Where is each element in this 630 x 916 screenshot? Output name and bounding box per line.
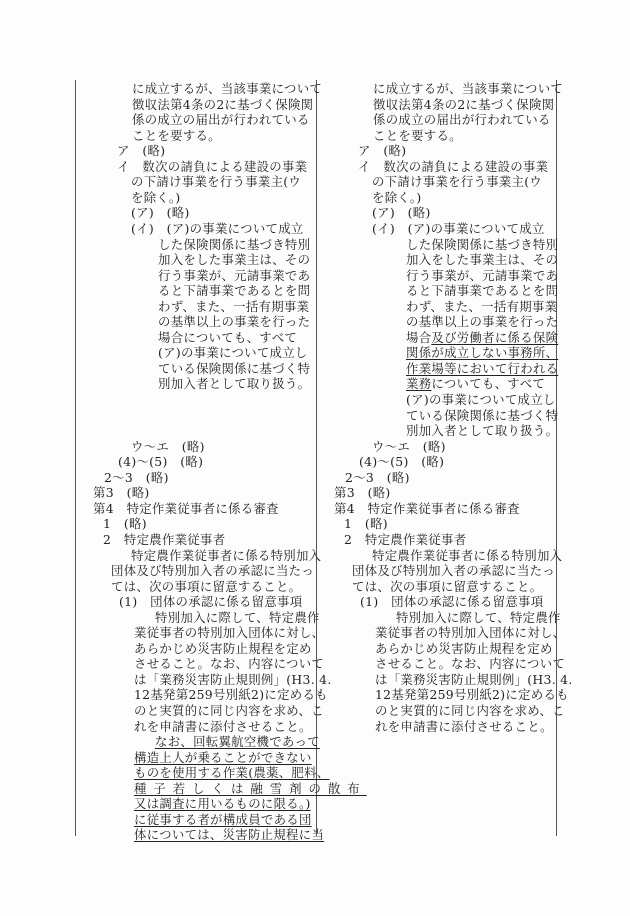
- text-line: [406, 423, 558, 438]
- text-segment: を除く。): [131, 189, 181, 205]
- text-line: [358, 159, 548, 174]
- text-segment: 第4 特定作業従事者に係る審査: [93, 500, 279, 516]
- text-line: [373, 128, 462, 143]
- text-segment: 第3 (略): [334, 485, 391, 501]
- text-segment: 徴収法第4条の2に基づく保険関: [132, 96, 314, 112]
- text-segment: (ア) (略): [372, 205, 431, 221]
- text-segment: の下請け事業を行う事業主(ウ: [372, 174, 543, 190]
- text-segment: した保険関係に基づき特別: [406, 236, 559, 252]
- text-segment: ことを要する。: [373, 127, 462, 143]
- text-segment: (1) 団体の承認に係る留意事項: [119, 594, 303, 610]
- text-segment: 2 特定農作業従事者: [344, 531, 467, 547]
- text-segment: あらかじめ災害防止規程を定め: [375, 640, 553, 656]
- text-segment: は「業務災害防止規則例」(H3. 4.: [134, 671, 332, 687]
- text-segment: ものを使用する作業(農薬、肥料、: [134, 765, 330, 781]
- text-segment: 2～3 (略): [104, 469, 169, 485]
- text-segment: させること。なお、内容について: [375, 656, 566, 672]
- text-segment: 2 特定農作業従事者: [103, 531, 226, 547]
- text-line: [344, 532, 466, 547]
- text-segment: 第3 (略): [93, 485, 150, 501]
- text-segment: 第4 特定作業従事者に係る審査: [334, 500, 520, 516]
- text-line: [375, 656, 565, 671]
- text-segment: についても、すべて: [431, 376, 546, 392]
- text-segment: 特定農作業従事者に係る特別加入: [131, 547, 322, 563]
- text-segment: ている保険関係に基づく特: [158, 360, 311, 376]
- text-segment: 又は調査に用いるものに限る。): [134, 796, 311, 812]
- text-line: [372, 205, 431, 220]
- text-segment: ると下請事業であるとを問: [406, 283, 559, 299]
- text-segment: ウ～エ (略): [372, 438, 446, 454]
- text-line: [372, 174, 542, 189]
- text-segment: 12基発第259号別紙2)に定めるも: [375, 687, 569, 703]
- text-segment: 特別加入に際して、特定農作: [155, 609, 320, 625]
- text-segment: 団体及び特別加入者の承認に当たっ: [111, 563, 315, 579]
- text-line: [373, 112, 551, 127]
- text-segment: 構造上人が乗ることができない: [134, 749, 312, 765]
- text-line: [406, 330, 558, 345]
- text-segment: ている保険関係に基づく特: [406, 407, 559, 423]
- text-segment: 場合: [406, 329, 432, 345]
- text-segment: ては、次の事項に留意すること。: [352, 578, 543, 594]
- text-segment: (ア)の事業について成立し: [158, 345, 308, 361]
- text-segment: 行う事業が、元請事業であ: [158, 267, 311, 283]
- text-segment: 12基発第259号別紙2)に定めるも: [134, 687, 328, 703]
- text-segment: のと実質的に同じ内容を求め、こ: [134, 703, 324, 718]
- text-segment: に成立するが、当該事業について: [132, 81, 323, 96]
- text-segment: 団体及び特別加入者の承認に当たっ: [352, 563, 556, 579]
- text-segment: なお、回転翼航空機であって: [155, 734, 320, 750]
- text-line: [352, 579, 542, 594]
- text-segment: に従事する者が構成員である団: [134, 811, 312, 827]
- text-segment: させること。なお、内容について: [134, 656, 325, 672]
- text-segment: 係の成立の届出が行われている: [373, 112, 551, 128]
- text-line: [373, 81, 563, 96]
- text-segment: 種子若しくは融雪剤の散布: [134, 780, 367, 796]
- text-segment: 特別加入に際して、特定農作: [396, 609, 561, 625]
- text-line: [334, 501, 520, 516]
- text-line: [373, 97, 554, 112]
- text-segment: を除く。): [372, 189, 422, 205]
- text-line: [375, 687, 569, 702]
- text-line: [372, 190, 421, 205]
- text-line: [344, 516, 388, 531]
- text-line: [406, 345, 558, 360]
- text-segment: (4)～(5) (略): [359, 454, 445, 470]
- text-line: [375, 672, 573, 687]
- text-segment: ては、次の事項に留意すること。: [111, 578, 302, 594]
- text-line: [372, 548, 562, 563]
- text-line: [358, 143, 406, 158]
- text-segment: ア (略): [117, 143, 166, 159]
- text-segment: 業従事者の特別加入団体に対し、: [134, 625, 325, 641]
- text-segment: 1 (略): [344, 516, 388, 532]
- text-segment: れを申請書に添付させること。: [375, 718, 553, 734]
- text-segment: 場合についても、すべて: [158, 329, 298, 345]
- text-segment: した保険関係に基づき特別: [158, 236, 311, 252]
- text-segment: 係の成立の届出が行われている: [132, 112, 310, 128]
- text-line: [406, 361, 558, 376]
- text-line: [406, 376, 545, 391]
- text-line: [345, 470, 410, 485]
- text-line: [352, 563, 555, 578]
- text-segment: (イ) (ア)の事業について成立: [131, 220, 304, 236]
- text-line: [359, 454, 444, 469]
- text-segment: の基準以上の事業を行った: [158, 314, 311, 330]
- text-segment: ると下請事業であるとを問: [158, 283, 311, 299]
- text-line: [375, 703, 565, 718]
- text-line: [406, 392, 556, 407]
- text-line: [372, 221, 545, 236]
- text-segment: ウ～エ (略): [131, 438, 205, 454]
- text-line: [406, 283, 558, 298]
- text-segment: わず、また、一括有期事業: [158, 298, 310, 314]
- text-segment: 徴収法第4条の2に基づく保険関: [373, 96, 555, 112]
- text-segment: 業従事者の特別加入団体に対し、: [375, 625, 566, 641]
- text-segment: 特定農作業従事者に係る特別加入: [372, 547, 563, 563]
- text-segment: イ 数次の請負による建設の事業: [117, 158, 308, 174]
- text-line: [372, 439, 446, 454]
- text-line: [406, 408, 558, 423]
- text-line: [406, 299, 557, 314]
- text-segment: 加入をした事業主は、その: [406, 252, 559, 268]
- text-segment: (ア)の事業について成立し: [406, 392, 556, 407]
- text-line: [360, 594, 543, 609]
- text-segment: (イ) (ア)の事業について成立: [372, 220, 545, 236]
- text-segment: 別加入者として取り扱う。: [158, 376, 311, 392]
- text-line: [406, 237, 558, 252]
- text-line: [396, 610, 561, 625]
- text-segment: 2～3 (略): [345, 469, 410, 485]
- text-segment: のと実質的に同じ内容を求め、こ: [375, 703, 565, 718]
- text-line: [375, 641, 553, 656]
- text-segment: (ア) (略): [131, 205, 190, 221]
- text-segment: (4)～(5) (略): [118, 454, 204, 470]
- text-segment: の基準以上の事業を行った: [406, 314, 559, 330]
- text-segment: あらかじめ災害防止規程を定め: [134, 640, 312, 656]
- text-segment: 作業場等において行われる: [406, 360, 559, 376]
- text-line: [406, 314, 558, 329]
- text-segment: 加入をした事業主は、その: [158, 252, 311, 268]
- text-segment: (1) 団体の承認に係る留意事項: [360, 594, 544, 610]
- text-segment: 行う事業が、元請事業であ: [406, 267, 559, 283]
- text-segment: 体については、災害防止規程に当: [134, 827, 325, 843]
- text-segment: 1 (略): [103, 516, 147, 532]
- text-segment: イ 数次の請負による建設の事業: [358, 158, 549, 174]
- text-segment: に成立するが、当該事業について: [373, 81, 564, 96]
- text-segment: 関係が成立しない事務所、: [406, 345, 559, 361]
- text-segment: は「業務災害防止規則例」(H3. 4.: [375, 671, 573, 687]
- text-line: [406, 252, 558, 267]
- text-segment: の下請け事業を行う事業主(ウ: [131, 174, 302, 190]
- text-line: [334, 485, 391, 500]
- text-segment: ア (略): [358, 143, 407, 159]
- text-line: [375, 719, 553, 734]
- text-segment: 及び労働者に係る保険: [431, 329, 559, 345]
- text-line: [406, 268, 558, 283]
- text-segment: ことを要する。: [132, 127, 221, 143]
- text-segment: 別加入者として取り扱う。: [406, 423, 559, 439]
- text-segment: れを申請書に添付させること。: [134, 718, 312, 734]
- text-segment: 業務: [406, 376, 432, 392]
- text-segment: わず、また、一括有期事業: [406, 298, 558, 314]
- text-line: [375, 625, 565, 640]
